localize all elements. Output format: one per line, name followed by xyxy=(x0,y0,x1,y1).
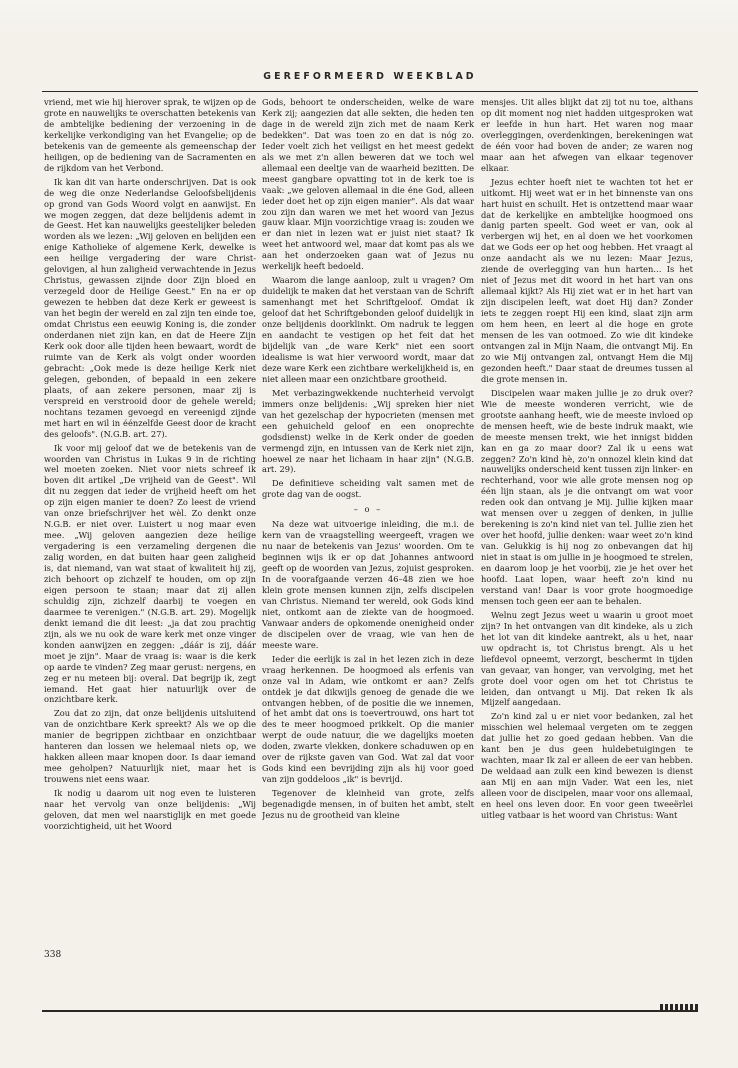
text-column-1 xyxy=(44,97,256,942)
scan-border xyxy=(0,0,738,34)
paragraph: Tegenover de kleinheid van grote, zelfs begenadigde mensen, in of buiten het ambt, stelt Jezus nu de grootheid van kleine xyxy=(262,788,474,821)
paragraph: Welnu zegt Jezus weet u waarin u groot moet zijn? In het ontvangen van dit kindeke, als u zich het lot van dit kindeke aantrekt, als u het, naar uw opdracht is, tot Christus brengt. Als u het liefdevol opneemt, verzorgt, beschermt in tijden van gevaar, van honger, van vervolging, met het grote doel voor ogen om het tot Christus te leiden, dan ontvangt u Mij. Dat reken Ik als Mijzelf aangedaan. xyxy=(481,609,693,708)
paragraph: Ik nodig u daarom uit nog even te luisteren naar het vervolg van onze belijdenis: „Wij geloven, dat men wel naarstiglijk en met goede voorzichtigheid, uit het Woord xyxy=(44,788,256,831)
paragraph: vriend, met wie hij hierover sprak, te wijzen op de grote en nauwelijks te overschatten betekenis van de ambtelijke bediening der verzoening in de kerkelijke verkondiging van het Evangelie; op de betekenis van de gemeente als gemeenschap der heiligen, op de bediening van de Sacramenten en de rijkdom van het Verbond. xyxy=(44,97,256,173)
paragraph: Met verbazingwekkende nuchterheid vervolgt immers onze belijdenis: „Wij spreken hier niet van het gezelschap der hypocrieten (mensen met een gehuicheld geloof en een onoprechte godsdienst) welke in de Kerk onder de goeden vermengd zijn, en intussen van de Kerk niet zijn, hoewel ze naar het lichaam in haar zijn" (N.G.B. art. 29). xyxy=(262,387,474,475)
text-column-3 xyxy=(481,97,693,942)
paragraph: Zo'n kind zal u er niet voor bedanken, zal het misschien wel helemaal vergeten om te zeggen dat jullie het zo goed gedaan hebben. Van die kant ben je dus geen huldebetuigingen te wachten, maar Ik zal er alleen de eer van hebben. De weldaad aan zulk een kind bewezen is dienst aan Mij en aan mijn Vader. Wat een les, niet alleen voor de discipelen, maar voor ons allemaal, en heel ons leven door. En voor geen tweeërlei uitleg vatbaar is het woord van Christus: Want xyxy=(481,711,693,820)
scan-edge-mark xyxy=(660,1004,700,1010)
paragraph: Ieder die eerlijk is zal in het lezen zich in deze vraag herkennen. De hoogmoed als erfenis van onze val in Adam, wie ontkomt er aan? Zelfs ontdek je dat dikwijls genoeg de genade die we ontvangen hebben, of de positie die we innemen, of het ambt dat ons is toevertrouwd, ons hart tot des te meer hoogmoed prikkelt. Op die manier werpt de oude natuur, die we dagelijks moeten doden, zwarte vlekken, donkere schaduwen op en over de rijkste gaven van God. Wat zal dat voor Gods kind een bevrijding zijn als hij voor goed van zijn goddeloos „ik" is bevrijd. xyxy=(262,653,474,785)
paragraph: Jezus echter hoeft niet te wachten tot het er uitkomt. Hij weet wat er in het binnenste van ons hart huist en schuilt. Het is ontzettend maar waar dat de kerkelijke en ambtelijke hoogmoed ons danig parten speelt. God weet er van, ook al verbergen wij het, en al doen we het voorkomen dat we Gods eer op het oog hebben. Het vraagt al onze aandacht als we nu lezen: Maar Jezus, ziende de overlegging van hun harten… Is het niet of Jezus met dit woord in het hart van ons allemaal kijkt? Als Hij ziet wat er in het hart van zijn discipelen leeft, wat doet Hij dan? Zonder iets te zeggen roept Hij een kind, slaat zijn arm om hem heen, en leert al die hoge en grote mensen de les van ootmoed. Zo wie dit kindeke ontvangen zal in Mijn Naam, die ontvangt Mij. En zo wie Mij ontvangen zal, ontvangt Hem die Mij gezonden heeft." Daar staat de dreumes tussen al die grote mensen in. xyxy=(481,176,693,384)
paragraph: Waarom die lange aanloop, zult u vragen? Om duidelijk te maken dat het verstaan van de Schrift samenhangt met het Schriftgeloof. Omdat ik geloof dat het Schriftgebonden geloof duidelijk in onze belijdenis doorklinkt. Om nadruk te leggen en aandacht te vestigen op het feit dat het bijdelijk van „de ware Kerk" niet een soort idealisme is wat hier verwoord wordt, maar dat deze ware Kerk een zichtbare werkelijkheid is, en niet alleen maar een onzichtbare grootheid. xyxy=(262,275,474,384)
footer-rule xyxy=(42,1010,698,1012)
header-rule xyxy=(42,91,698,92)
page-number: 338 xyxy=(44,950,62,960)
section-separator: – o – xyxy=(353,504,383,515)
paragraph: De definitieve scheiding valt samen met de grote dag van de oogst. xyxy=(262,478,474,500)
paragraph: Zou dat zo zijn, dat onze belijdenis uitsluitend van de onzichtbare Kerk spreekt? Als we op die manier de begrippen zichtbaar en onzichtbaar hanteren dan lossen we helemaal niets op, we hakken alleen maar knopen door. Is daar iemand mee geholpen? Natuurlijk niet, maar het is trouwens niet eens waar. xyxy=(44,708,256,785)
paragraph: Gods, behoort te onderscheiden, welke de ware Kerk zij; aangezien dat alle sekten, die heden ten dage in de wereld zijn zich met de naam Kerk bedekken". Dat was toen zo en dat is nóg zo. Ieder voelt zich het veiligst en het meest gedekt als we met z'n allen beweren dat we toch wel allemaal een deeltje van de waarheid bezitten. De meest gangbare opvatting tot in de kerk toe is vaak: „we geloven allemaal in die éne God, alleen ieder doet het op zijn eigen manier". Als dat waar zou zijn dan waren we met het woord van Jezus gauw klaar. Mijn voorzichtige vraag is: zouden we er dan niet in lezen wat er juist niet staat? Ik weet het antwoord wel, maar dat komt pas als we aan het onderzoeken gaan wat of Jezus nu werkelijk heeft bedoeld. xyxy=(262,97,474,272)
paragraph: mensjes. Uit alles blijkt dat zij tot nu toe, althans op dit moment nog niet hadden uitgesproken wat er leefde in hun hart. Het waren nog maar overleggingen, overdenkingen, berekeningen wat de één voor had boven de ander; ze waren nog maar aan het afwegen van elkaar tegenover elkaar. xyxy=(481,97,693,173)
running-header: GEREFORMEERD WEEKBLAD xyxy=(263,71,477,82)
paragraph: Discipelen waar maken jullie je zo druk over? Wie de meeste wonderen verricht, wie de grootste aanhang heeft, wie de meeste invloed op de mensen heeft, wie de beste indruk maakt, wie de meeste mensen trekt, wie het innigst bidden kan en ga zo maar door? Zal ik u eens wat zeggen? Zo'n kind hè, zo'n onnozel klein kind dat nauwelijks onderscheid kent tussen zijn linker- en rechterhand, voor wie alle grote mensen nog op één lijn staan, als je die ontvangt om wat voor reden ook dan ontvang je Mij. Jullie kijken maar wat mensen over u zeggen of denken, in jullie berekening is zo'n kind niet van tel. Jullie zien het over het hoofd, jullie denken: waar weet zo'n kind van. Gelukkig is hij nog zo onbevangen dat hij niet in staat is om jullie in je hoogmoed te strelen, en daarom loop je het voorbij, zie je het over het hoofd. Laat lopen, waar heeft zo'n kind nu verstand van! Daar is voor grote hoogmoedige mensen toch geen eer aan te behalen. xyxy=(481,387,693,606)
paragraph: Ik kan dit van harte onderschrijven. Dat is ook de weg die onze Nederlandse Geloofsbelijdenis op grond van Gods Woord volgt en aanwijst. En we mogen zeggen, dat deze belijdenis ademt in de Geest. Het kan nauwelijks geestelijker beleden worden als we lezen: „Wij geloven en belijden een enige Katholieke of algemene Kerk, dewelke is een heilige vergadering der ware Christ-gelovigen, al hun zaligheid verwachtende in Jezus Christus, gewassen zijnde door Zijn bloed en verzegeld door de Heilige Geest." En na er op gewezen te hebben dat deze Kerk er geweest is van het begin der wereld en zal zijn ten einde toe, omdat Christus een eeuwig Koning is, die zonder onderdanen niet zijn kan, en dat de Heere Zijn Kerk ook door alle tijden heen bewaart, wordt de ruimte van de Kerk als volgt onder woorden gebracht: „Ook mede is deze heilige Kerk niet gelegen, gebonden, of bepaald in een zekere plaats, of aan zekere personen, maar zij is verspreid en verstrooid door de gehele wereld; nochtans tezamen gevoegd en vereenigd zijnde met hart en wil in éénzelfde Geest door de kracht des geloofs". (N.G.B. art. 27). xyxy=(44,176,256,439)
text-column-2 xyxy=(262,97,474,942)
paragraph: Ik voor mij geloof dat we de betekenis van de woorden van Christus in Lukas 9 in de richting wel moeten zoeken. Niet voor niets schreef ik boven dit artikel „De vrijheid van de Geest". Wil dit nu zeggen dat ieder de vrijheid heeft om het op zijn eigen manier te doen? Zo leest de vriend van onze briefschrijver het wèl. Zo denkt onze N.G.B. er niet over. Luistert u nog maar even mee. „Wij geloven aangezien deze heilige vergadering is een verzameling dergenen die zalig worden, en dat buiten haar geen zaligheid is, dat niemand, van wat staat of kwaliteit hij zij, zich behoort op zichzelf te houden, om op zijn eigen persoon te staan; maar dat zij allen schuldig zijn, zichzelf daarbij te voegen en daarmee te verenigen." (N.G.B. art. 29). Mogelijk denkt iemand die dit leest: „ja dat zou prachtig zijn, als we nu ook de ware kerk met onze vinger konden aanwijzen en zeggen: „dáár is zij, dáár moet je zijn". Maar de vraag is: waar is die kerk op aarde te vinden? Zeg maar gerust: nergens, en zeg er nu meteen bij: overal. Dat begrijp ik, zegt iemand. Het gaat hier natuurlijk over de onzichtbare kerk. xyxy=(44,442,256,705)
paragraph: Na deze wat uitvoerige inleiding, die m.i. de kern van de vraagstelling weergeeft, vragen we nu naar de betekenis van Jezus' woorden. Om te beginnen wijs ik er op dat Johannes antwoord geeft op de woorden van Jezus, zojuist gesproken. In de voorafgaande verzen 46–48 zien we hoe klein grote mensen kunnen zijn, zelfs discipelen van Christus. Niemand ter wereld, ook Gods kind niet, ontkomt aan de ziekte van de hoogmoed. Vanwaar anders de opkomende onenigheid onder de discipelen over de vraag, wie van hen de meeste ware. xyxy=(262,519,474,650)
